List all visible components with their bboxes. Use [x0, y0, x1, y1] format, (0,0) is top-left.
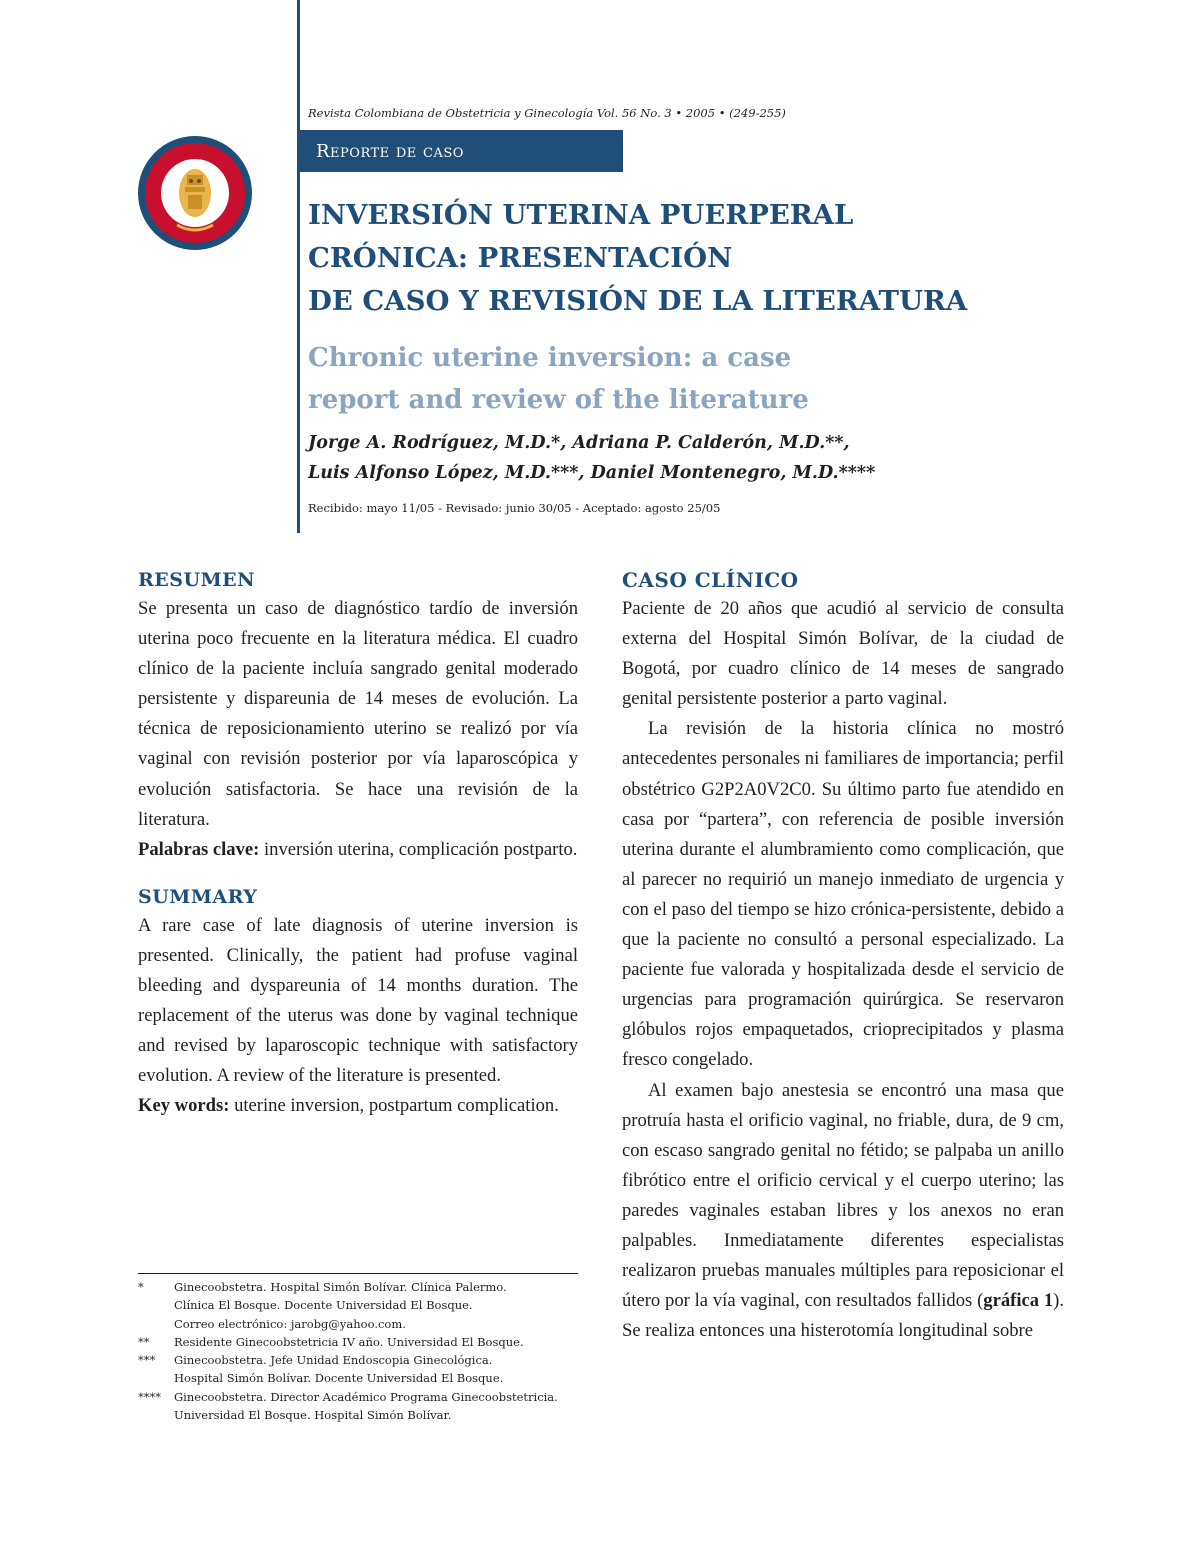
- title-line: CRÓNICA: PRESENTACIÓN: [308, 242, 733, 274]
- summary-heading: SUMMARY: [138, 885, 258, 908]
- footnote: [138, 1351, 588, 1388]
- case-paragraph: Paciente de 20 años que acudió al servicio de consulta externa del Hospital Simón Bolívar, de la ciudad de Bogotá, por cuadro clínico de 14 meses de sangrado genital persistente posterior a parto vaginal.: [622, 598, 1064, 710]
- case-paragraph: [622, 1076, 1064, 1347]
- footnote: [138, 1278, 588, 1333]
- resumen-text: Se presenta un caso de diagnóstico tardío de inversión uterina poco frecuente en la literatura médica. El cuadro clínico de la paciente incluía sangrado genital moderado persistente y dispareunia de 14 meses de evolución. La técnica de reposicionamiento uterino se realizó por vía vaginal con revisión posterior por vía laparoscópica y evolución satisfactoria. Se hace una revisión de la literatura.: [138, 598, 578, 830]
- article-title: [308, 194, 1168, 323]
- footnote: [138, 1333, 588, 1351]
- author-list: [308, 428, 1188, 488]
- footnote-line: Hospital Simón Bolívar. Docente Universidad El Bosque.: [174, 1371, 504, 1386]
- footnote-line: Residente Ginecoobstetricia IV año. Universidad El Bosque.: [174, 1334, 524, 1349]
- section-label: Reporte de caso: [316, 140, 464, 162]
- keywords-value: inversión uterina, complicación postparto.: [259, 838, 578, 860]
- keywords-label: Palabras clave:: [138, 838, 260, 860]
- journal-citation: Revista Colombiana de Obstetricia y Ginecología Vol. 56 No. 3 • 2005 • (249-255): [308, 106, 786, 120]
- subtitle-line: report and review of the literature: [308, 385, 809, 415]
- footnote-line: Universidad El Bosque. Hospital Simón Bolívar.: [174, 1408, 452, 1423]
- submission-dates: Recibido: mayo 11/05 - Revisado: junio 30/05 - Aceptado: agosto 25/05: [308, 501, 721, 515]
- title-line: DE CASO Y REVISIÓN DE LA LITERATURA: [308, 285, 968, 317]
- footnote-separator: [138, 1273, 578, 1274]
- caso-clinico-heading: CASO CLÍNICO: [622, 568, 799, 592]
- paragraph-text: Al examen bajo anestesia se encontró una masa que protruía hasta el orificio vaginal, no friable, dura, de 9 cm, con escaso sangrado genital no fétido; se palpaba un anillo fibrótico entre el orificio cervical y el cuerpo uterino; las paredes vaginales estaban libres y los anexos no eran palpables. Inmediatamente diferentes especialistas realizaron pruebas manuales múltiples para reposicionar el útero por la vía vaginal, con resultados fallidos (: [622, 1079, 1064, 1312]
- left-column: [138, 566, 578, 1122]
- footnote-line: Ginecoobstetra. Hospital Simón Bolívar. Clínica Palermo.: [174, 1280, 507, 1294]
- header-vertical-rule: [297, 0, 300, 533]
- summary-keywords: [138, 1091, 578, 1121]
- figure-reference: gráfica 1: [983, 1290, 1054, 1312]
- case-paragraph: La revisión de la historia clínica no mostró antecedentes personales ni familiares de importancia; perfil obstétrico G2P2A0V2C0. Su último parto fue atendido en casa por “partera”, con referencia de posible inversión uterina durante el alumbramiento como complicación, que al parecer no requirió un manejo inmediato de urgencia y con el paso del tiempo se hizo crónica-persistente, debido a que la paciente no consultó a personal especializado. La paciente fue valorada y hospitalizada desde el servicio de urgencias para programación quirúrgica. Se reservaron glóbulos rojos empaquetados, crioprecipitados y plasma fresco congelado.: [622, 718, 1064, 1071]
- resumen-heading: RESUMEN: [138, 569, 255, 591]
- keywords-label: Key words:: [138, 1095, 230, 1117]
- authors-line: Luis Alfonso López, M.D.***, Daniel Montenegro, M.D.****: [308, 463, 876, 483]
- footnote-line: Correo electrónico: jarobg@yahoo.com.: [174, 1316, 406, 1331]
- footnote-mark: **: [138, 1334, 150, 1349]
- title-line: INVERSIÓN UTERINA PUERPERAL: [308, 199, 854, 231]
- right-column: [622, 566, 1064, 1346]
- footnote-line: Ginecoobstetra. Director Académico Programa Ginecoobstetricia.: [174, 1389, 558, 1404]
- resumen-keywords: [138, 835, 578, 865]
- author-footnotes: [138, 1278, 588, 1424]
- summary-text: A rare case of late diagnosis of uterine inversion is presented. Clinically, the patient had profuse vaginal bleeding and dyspareunia of 14 months duration. The replacement of the uterus was done by vaginal technique and revised by laparoscopic technique with satisfactory evolution. A review of the literature is presented.: [138, 914, 578, 1087]
- footnote-line: Ginecoobstetra. Jefe Unidad Endoscopia Ginecológica.: [174, 1353, 493, 1368]
- footnote: [138, 1388, 588, 1425]
- footnote-line: Clínica El Bosque. Docente Universidad El Bosque.: [174, 1298, 473, 1313]
- footnote-mark: ****: [138, 1389, 161, 1404]
- section-banner: [300, 130, 623, 172]
- english-title: [308, 337, 1168, 421]
- footnote-mark: ***: [138, 1353, 156, 1368]
- keywords-value: uterine inversion, postpartum complication.: [229, 1095, 559, 1117]
- subtitle-line: Chronic uterine inversion: a case: [308, 343, 792, 373]
- paragraph-text: ). Se realiza entonces una histerotomía longitudinal sobre: [622, 1290, 1064, 1342]
- authors-line: Jorge A. Rodríguez, M.D.*, Adriana P. Calderón, M.D.**,: [308, 433, 850, 453]
- footnote-mark: *: [138, 1280, 144, 1294]
- society-seal-logo: [137, 135, 253, 251]
